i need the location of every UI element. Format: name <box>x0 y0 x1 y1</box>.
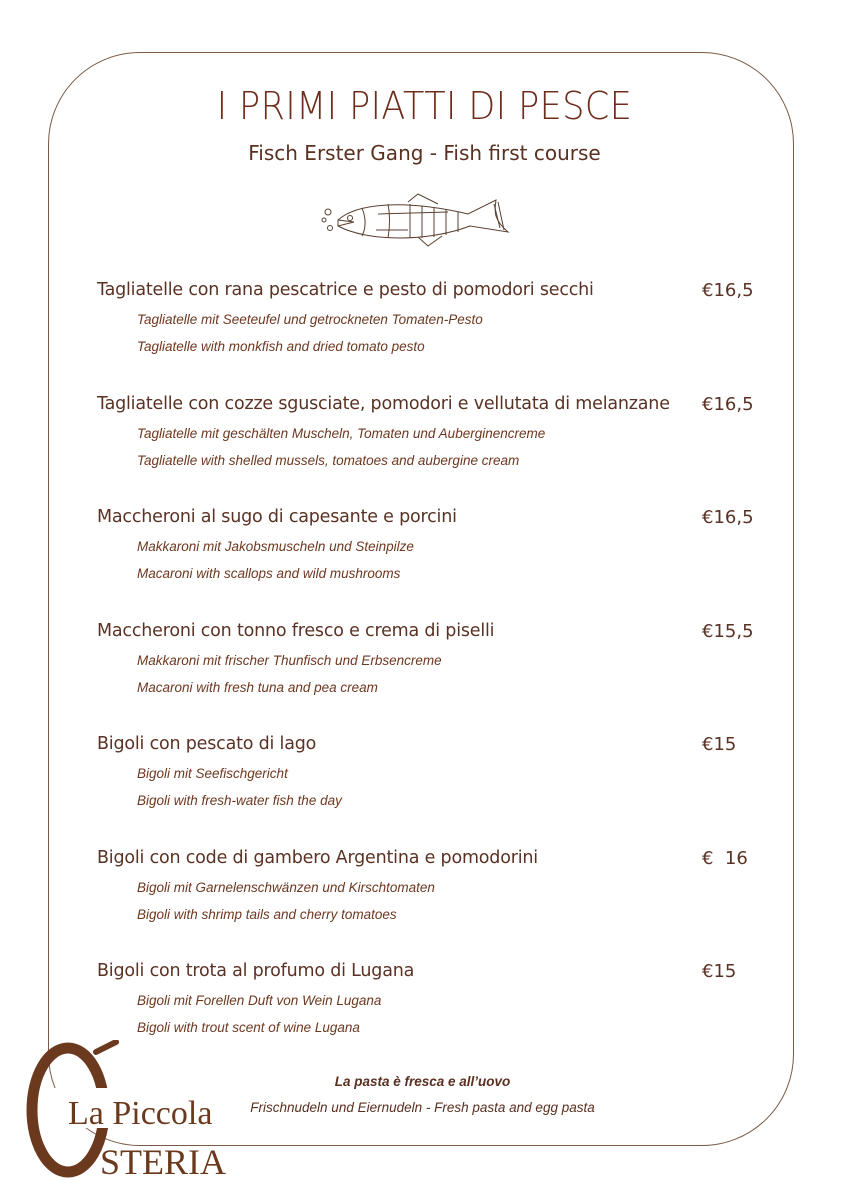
dish-description-en: Bigoli with trout scent of wine Lugana <box>137 1020 360 1035</box>
menu-item <box>97 961 767 1041</box>
dish-description-en: Bigoli with fresh-water fish the day <box>137 793 342 808</box>
dish-name: Bigoli con pescato di lago <box>97 734 317 754</box>
dish-price: €15,5 <box>702 620 754 642</box>
dish-description-en: Macaroni with fresh tuna and pea cream <box>137 679 378 695</box>
dish-price: €16,5 <box>702 280 754 301</box>
dish-price: €16,5 <box>702 507 754 528</box>
dish-description-en: Macaroni with scallops and wild mushrooms <box>137 566 401 581</box>
dish-description-de: Bigoli mit Forellen Duft von Wein Lugana <box>137 993 382 1008</box>
page-subtitle: Fisch Erster Gang - Fish first course <box>248 141 601 165</box>
dish-description-de: Makkaroni mit Jakobsmuscheln und Steinpilze <box>137 539 414 554</box>
menu-item <box>97 734 767 814</box>
restaurant-logo <box>16 1040 256 1180</box>
fish-illustration <box>318 190 514 254</box>
dish-description-de: Tagliatelle mit geschälten Muscheln, Tomaten und Auberginencreme <box>137 425 546 441</box>
dish-name: Maccheroni al sugo di capesante e porcini <box>97 507 457 527</box>
dish-price: €15 <box>702 734 737 755</box>
menu-item <box>97 507 767 587</box>
dish-name: Bigoli con code di gambero Argentina e pomodorini <box>97 847 538 868</box>
dish-price: €15 <box>702 961 737 982</box>
menu-item <box>97 848 767 928</box>
page-title: I PRIMI PIATTI DI PESCE <box>216 84 633 128</box>
logo-line1: La Piccola <box>68 1095 213 1132</box>
dish-name: Tagliatelle con cozze sgusciate, pomodori e vellutata di melanzane <box>97 393 670 414</box>
pasta-note: La pasta è fresca e all’uovo <box>334 1074 511 1089</box>
dish-description-de: Makkaroni mit frischer Thunfisch und Erbsencreme <box>137 652 442 668</box>
logo-line2: STERIA <box>100 1142 226 1180</box>
menu-item <box>97 280 767 360</box>
dish-description-en: Tagliatelle with monkfish and dried tomato pesto <box>137 339 425 354</box>
dish-name: Tagliatelle con rana pescatrice e pesto di pomodori secchi <box>97 280 594 300</box>
dish-name: Bigoli con trota al profumo di Lugana <box>97 961 415 981</box>
dish-price: €16,5 <box>702 393 754 415</box>
pasta-note-translation: Frischnudeln und Eiernudeln - Fresh pasta and egg pasta <box>250 1100 595 1115</box>
menu-item <box>97 621 767 701</box>
dish-description-de: Tagliatelle mit Seeteufel und getrockneten Tomaten-Pesto <box>137 312 483 327</box>
dish-description-de: Bigoli mit Garnelenschwänzen und Kirschtomaten <box>137 879 435 895</box>
menu-item <box>97 394 767 474</box>
dish-description-en: Tagliatelle with shelled mussels, tomatoes and aubergine cream <box>137 452 520 468</box>
dish-description-de: Bigoli mit Seefischgericht <box>137 766 288 781</box>
dish-price: € 16 <box>702 847 748 869</box>
dish-description-en: Bigoli with shrimp tails and cherry tomatoes <box>137 906 397 922</box>
dish-name: Maccheroni con tonno fresco e crema di piselli <box>97 620 495 641</box>
